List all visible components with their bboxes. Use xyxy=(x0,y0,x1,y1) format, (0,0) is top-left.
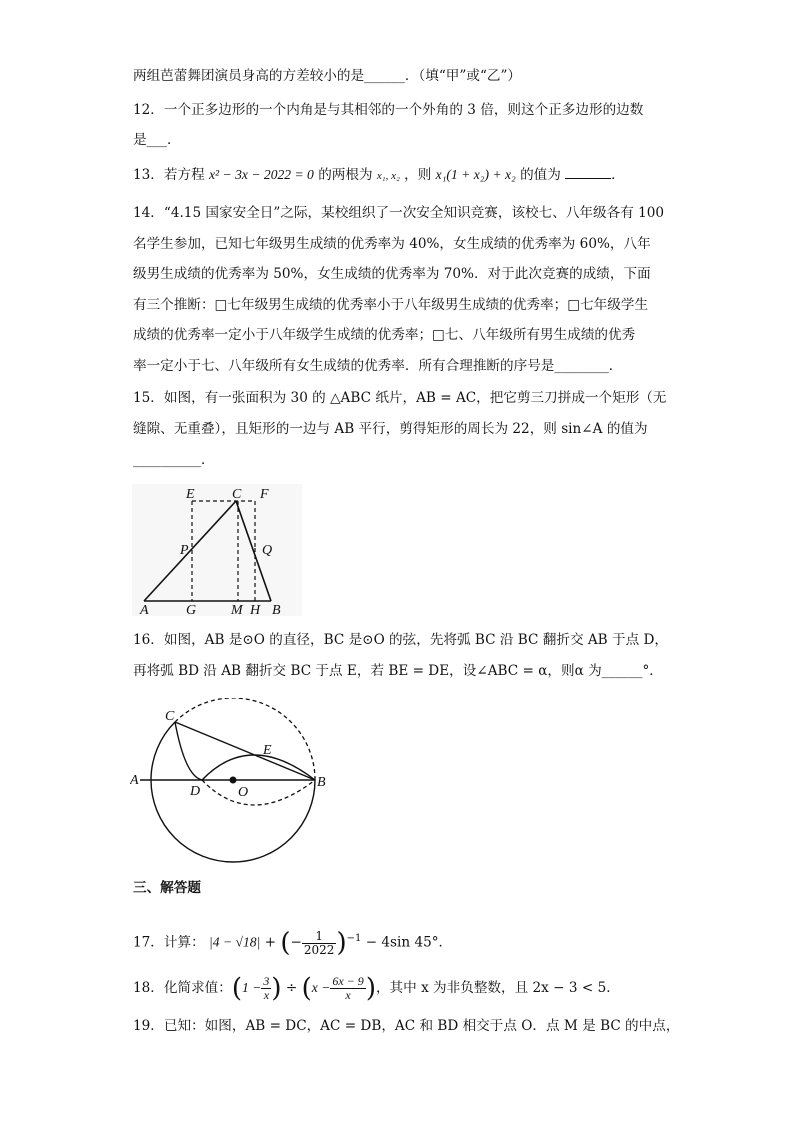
fig16-circle-upper-dashed-arc xyxy=(175,698,315,780)
figure-16-circle-fold xyxy=(130,698,340,876)
fig16-dashed-arc-DB-lower xyxy=(202,780,315,805)
section-3-heading: 三、解答题 xyxy=(133,880,201,896)
q18-divide: ÷ xyxy=(285,980,298,996)
q13-roots: x₁, x₂ xyxy=(376,170,400,182)
fig16-center-point-O xyxy=(230,777,237,784)
q18-prefix: 18．化简求值： xyxy=(133,980,232,996)
q14-line6: 率一定小于七、八年级所有女生成绩的优秀率．所有合理推断的序号是________． xyxy=(133,358,623,374)
q13-equation: x² − 3x − 2022 = 0 xyxy=(209,167,314,182)
figure-15-triangle-rectangle xyxy=(132,484,302,616)
q17-line: 17．计算： |4 − √18| + (− $\frac{1}{2022}$ )$^{-1}$ − 4sin 45°． xyxy=(133,928,453,959)
q17-plus: + xyxy=(264,934,277,951)
q14-line1: 14．“4.15 国家安全日”之际，某校组织了一次安全知识竞赛，该校七、八年级各有 100 xyxy=(133,205,665,221)
q17-post: − 4sin 45°． xyxy=(365,934,453,951)
q15-line2: 缝隙、无重叠），且矩形的一边与 AB 平行，剪得矩形的周长为 22，则 sin∠A 的值为 xyxy=(133,421,648,437)
fig15-label-G: G xyxy=(186,603,197,616)
q18-term-a: 1 − xyxy=(242,980,262,995)
q13-expression: x₁(1 + x₂) + x₂ xyxy=(435,167,516,182)
q17-exponent: −1 xyxy=(346,933,362,944)
q17-neg: − xyxy=(290,934,302,951)
q18-fraction-1 xyxy=(261,975,271,1002)
q18-fraction-2 xyxy=(330,975,365,1002)
fig15-label-F: F xyxy=(260,487,269,502)
fig15-label-A: A xyxy=(140,603,149,616)
figure-15-background xyxy=(132,484,302,616)
fig15-label-M: M xyxy=(231,603,243,616)
q18-den-2: x xyxy=(345,988,351,1002)
q18-post: ，其中 x 为非负整数，且 2x − 3 < 5． xyxy=(375,980,620,996)
fig16-circle-lower-arc xyxy=(151,780,315,862)
q13-mid2: ，则 xyxy=(404,167,432,183)
fig16-label-O: O xyxy=(238,785,249,800)
q18-num-1: 3 xyxy=(263,974,270,988)
q14-line4: 有三个推断：□七年级男生成绩的优秀率小于八年级男生成绩的优秀率；□七年级学生 xyxy=(133,297,649,313)
q18-num-2: 6x − 9 xyxy=(332,974,364,988)
q13-answer-blank[interactable] xyxy=(565,164,611,179)
q14-line5: 成绩的优秀率一定小于八年级学生成绩的优秀率；□七、八年级所有男生成绩的优秀 xyxy=(133,327,636,343)
fig16-folded-arc-CD xyxy=(175,722,202,780)
fig16-chord-BC xyxy=(175,722,315,780)
q17-denominator: 2022 xyxy=(303,942,335,957)
fig16-circle-left-arc xyxy=(151,722,175,780)
q18-line: 18．化简求值：(1 − $\frac{3}{x}$ ) ÷ (x − $\frac{6x - 9}{x}$ )，其中 x 为非负整数，且 2x − 3 < 5． xyxy=(133,973,620,1004)
fig15-label-P: P xyxy=(180,543,189,558)
fig15-label-E: E xyxy=(186,487,195,502)
q13-mid: 的两根为 xyxy=(318,167,373,183)
q19-line: 19．已知：如图，AB = DC，AC = DB，AC 和 BD 相交于点 O．点 M 是 BC 的中点， xyxy=(133,1018,680,1034)
q13-line: 13．若方程 x² − 3x − 2022 = 0 的两根为 x₁, x₂ ，则 x₁(1 + x₂) + x₂ 的值为 ． xyxy=(133,164,625,186)
q12-line2: 是___． xyxy=(133,132,181,148)
q14-line3: 级男生成绩的优秀率为 50%，女生成绩的优秀率为 70%．对于此次竞赛的成绩，下面 xyxy=(133,266,651,282)
q13-post: 的值为 xyxy=(520,167,561,183)
q16-line1: 16．如图，AB 是⊙O 的直径，BC 是⊙O 的弦，先将弧 BC 沿 BC 翻折交 AB 于点 D， xyxy=(133,632,668,648)
q12-line1: 12．一个正多边形的一个内角是与其相邻的一个外角的 3 倍，则这个正多边形的边数 xyxy=(133,102,644,118)
q17-numerator: 1 xyxy=(302,930,337,944)
fig16-label-D: D xyxy=(190,784,201,799)
fig15-label-C: C xyxy=(232,487,242,502)
q15-line1: 15．如图，有一张面积为 30 的 △ABC 纸片，AB = AC，把它剪三刀拼成一个矩形（无 xyxy=(133,390,667,406)
q15-line3: __________． xyxy=(133,452,215,468)
q13-prefix: 13．若方程 xyxy=(133,167,205,183)
q17-prefix: 17．计算： xyxy=(133,934,205,951)
fig16-label-E: E xyxy=(263,743,272,758)
fig16-label-C: C xyxy=(165,709,175,724)
fig15-label-B: B xyxy=(272,603,281,616)
q14-line2: 名学生参加，已知七年级男生成绩的优秀率为 40%，女生成绩的优秀率为 60%，八年 xyxy=(133,236,651,252)
fig15-label-Q: Q xyxy=(262,543,273,558)
q11-tail: 两组芭蕾舞团演员身高的方差较小的是______．（填“甲”或“乙”） xyxy=(133,68,522,84)
fig15-label-H: H xyxy=(250,603,261,616)
q18-term-b: x − xyxy=(311,980,331,995)
fig16-folded-arc-DEB xyxy=(202,755,315,780)
q17-fraction xyxy=(302,930,337,957)
fig16-label-A: A xyxy=(130,773,139,788)
fig16-label-B: B xyxy=(317,775,326,790)
q17-absolute-value: |4 − √18| xyxy=(209,934,261,950)
q16-line2: 再将弧 BD 沿 AB 翻折交 BC 于点 E，若 BE = DE，设∠ABC = α，则α 为______°． xyxy=(133,663,663,679)
q18-den-1: x xyxy=(263,988,270,1002)
